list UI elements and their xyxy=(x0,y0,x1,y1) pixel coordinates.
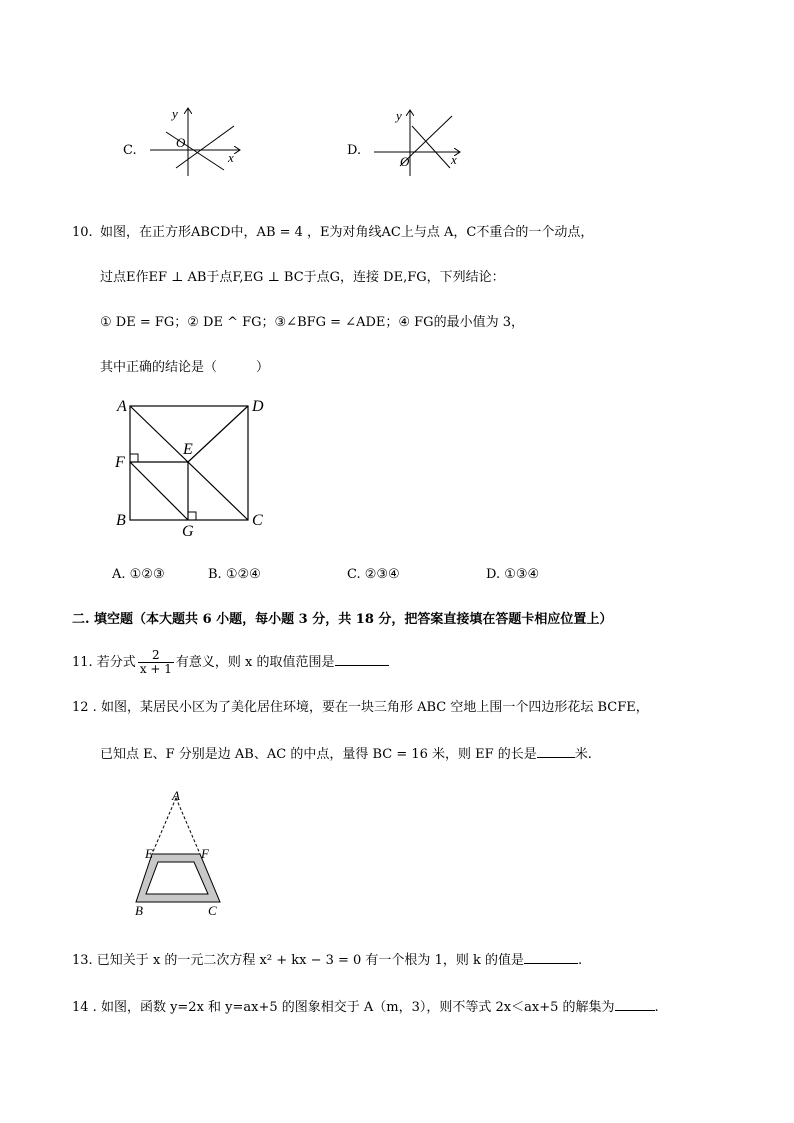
q14-suffix: . xyxy=(654,1000,659,1015)
q10-line1: 如图，在正方形ABCD中，AB = 4 ，E为对角线AC上与点 A，C不重合的一个动点， xyxy=(100,225,594,240)
q13-suffix: . xyxy=(577,953,583,968)
q11-line xyxy=(72,649,389,676)
x-axis-label: x xyxy=(451,152,457,167)
section2-heading: 二. 填空题（本大题共 6 小题，每小题 3 分，共 18 分，把答案直接填在答题卡相应位置上） xyxy=(72,612,613,627)
q11-frac-den: x + 1 xyxy=(139,662,172,676)
origin-label: O xyxy=(176,135,186,150)
q11-prefix: 11. 若分式 xyxy=(72,655,136,670)
label-b: B xyxy=(116,512,126,529)
label-c: C xyxy=(252,512,263,529)
q12-line1: 12 . 如图，某居民小区为了美化居住环境，要在一块三角形 ABC 空地上围一个四边形花坛 BCFE， xyxy=(72,700,649,715)
q10-number: 10. xyxy=(72,225,93,240)
q10-option-b[interactable]: B. ①②④ xyxy=(208,567,261,582)
q14-prefix: 14 . 如图，函数 y=2x 和 y=ax+5 的图象相交于 A（m，3），则不等式 2x＜ax+5 的解集为 xyxy=(72,1000,615,1015)
q13-line xyxy=(72,951,582,969)
segment-de xyxy=(188,406,248,462)
q12-line2-suffix: 米. xyxy=(574,747,592,762)
option-d-label: D. xyxy=(347,143,362,158)
q12-line2 xyxy=(100,745,592,763)
q14-line xyxy=(72,998,659,1016)
label-e: E xyxy=(183,441,193,458)
option-c-label: C. xyxy=(123,143,137,158)
q11-fraction xyxy=(138,649,174,676)
label-d: D xyxy=(252,398,264,415)
q11-frac-num: 2 xyxy=(138,649,174,663)
dashed-ac xyxy=(176,798,200,854)
q10-option-c[interactable]: C. ②③④ xyxy=(347,567,400,582)
q13-answer-blank[interactable] xyxy=(524,951,578,964)
line-1 xyxy=(166,132,224,170)
label-a: A xyxy=(117,398,127,415)
option-c-graph xyxy=(148,104,248,180)
line-2 xyxy=(412,126,450,168)
label-f: F xyxy=(201,846,209,861)
y-axis-label: y xyxy=(172,106,178,121)
label-b: B xyxy=(135,903,143,918)
label-a: A xyxy=(172,788,180,803)
right-angle-g xyxy=(188,512,196,520)
origin-label: O xyxy=(400,154,410,169)
q10-option-d[interactable]: D. ①③④ xyxy=(486,567,540,582)
q11-suffix: 有意义，则 x 的取值范围是 xyxy=(175,655,335,670)
q10-line4: 其中正确的结论是（ ） xyxy=(100,360,270,375)
label-e: E xyxy=(145,846,153,861)
y-axis-label: y xyxy=(396,108,402,123)
label-g: G xyxy=(182,523,194,540)
q13-prefix: 13. 已知关于 x 的一元二次方程 x² + kx − 3 = 0 有一个根为 1，则 k 的值是 xyxy=(72,953,524,968)
q10-line3: ① DE = FG；② DE ^ FG；③∠BFG = ∠ADE；④ FG的最小值为 3， xyxy=(100,315,524,330)
q11-answer-blank[interactable] xyxy=(335,653,389,666)
right-angle-f xyxy=(130,454,138,462)
label-c: C xyxy=(208,903,217,918)
x-axis-label: x xyxy=(228,150,234,165)
q14-answer-blank[interactable] xyxy=(615,998,655,1011)
segment-fg xyxy=(130,462,188,520)
square-figure xyxy=(112,394,272,544)
q10-line2: 过点E作EF ⊥ AB于点F,EG ⊥ BC于点G，连接 DE,FG，下列结论： xyxy=(100,270,505,285)
q12-answer-blank[interactable] xyxy=(537,745,575,758)
q10-option-a[interactable]: A. ①②③ xyxy=(112,567,165,582)
label-f: F xyxy=(115,454,125,471)
q12-line2-prefix: 已知点 E、F 分别是边 AB、AC 的中点，量得 BC = 16 米，则 EF 的长是 xyxy=(100,747,537,762)
dashed-ab xyxy=(152,798,176,854)
